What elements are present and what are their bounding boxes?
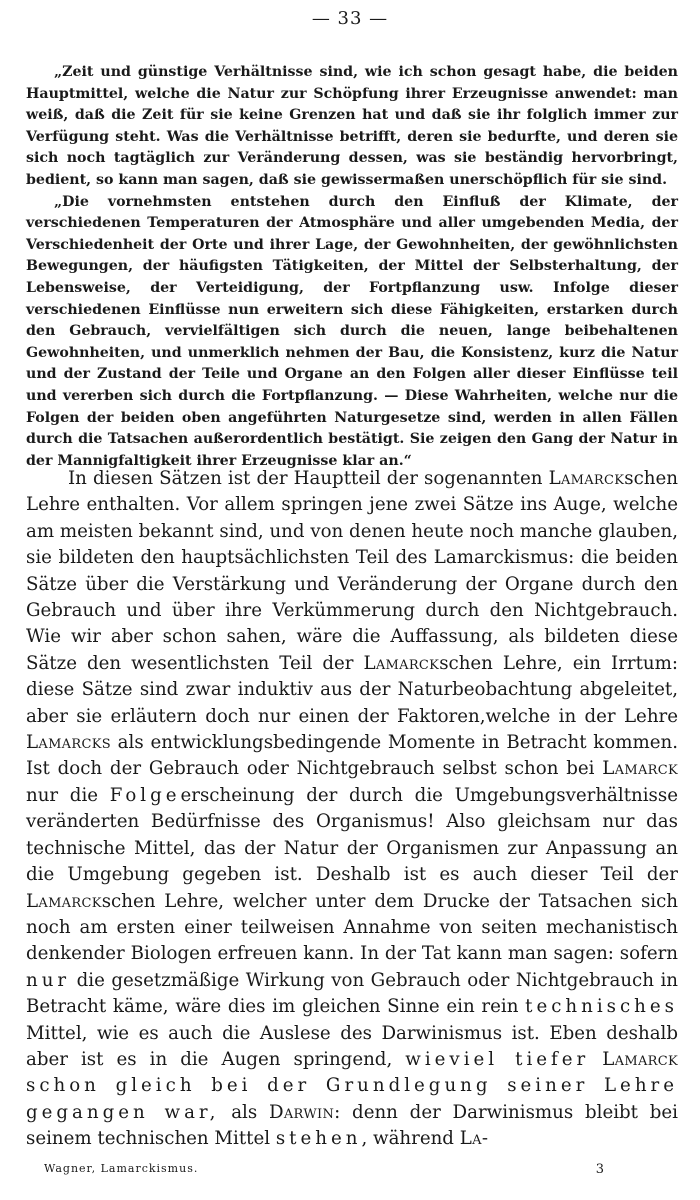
sheet-number: 3	[595, 1162, 604, 1177]
main-paragraph	[26, 466, 678, 1153]
quote-paragraph-1: „Zeit und günstige Verhältnisse sind, wie ich schon gesagt habe, die beiden Hauptmittel, welche die Natur zur Schöpfung ihrer Erzeugnisse anwendet: man weiß, daß die Zeit für sie keine Grenzen hat und daß sie ihr folglich immer zur Verfügung steht. Was die Verhältnisse betrifft, deren sie bedurfte, und deren sie sich noch tagtäglich zur Veränderung dessen, was sie beständig hervorbringt, bedient, so kann man sagen, daß sie gewissermaßen unerschöpflich für sie sind.	[26, 64, 678, 188]
text-run: schen Lehre, ein Irrtum: diese Sätze sind zwar induktiv aus der Naturbeobachtung abgeleitet, aber sie erläutern doch nur einen der Faktoren,welche in der Lehre	[26, 652, 678, 727]
author-name: Lamarck	[363, 652, 440, 674]
author-name: Lamarck	[602, 758, 678, 780]
text-run: die gesetzmäßige Wirkung von Gebrauch oder Nichtgebrauch in Betracht käme, wäre dies im gleichen Sinne ein rein	[26, 969, 678, 1018]
author-name: Lamarcks	[26, 732, 111, 754]
text-run: nur die	[26, 784, 110, 806]
page-footer	[26, 1162, 674, 1177]
author-name: Lamarck	[602, 1048, 678, 1070]
emphasis-spaced: wieviel tiefer	[405, 1048, 590, 1070]
text-run: erscheinung der durch die Umgebungsverhältnisse veränderten Bedürfnisse des Organismus! Also gleichsam nur das technische Mittel, das der Natur der Organismen zur Anpassung an die Umgebung gegeben ist. Deshalb ist es auch dieser Teil der	[26, 784, 678, 886]
text-run: In diesen Sätzen ist der Hauptteil der sogenannten	[68, 468, 549, 489]
emphasis-spaced: schon gleich bei der Grundlegung seiner Lehre gegangen war,	[26, 1075, 678, 1123]
author-name: La-	[459, 1128, 489, 1150]
text-run: Mittel, wie es auch die Auslese des Darwinismus ist. Eben deshalb aber ist es in die Augen springend,	[26, 1022, 678, 1070]
text-run	[589, 1049, 602, 1070]
text-run: schen Lehre, welcher unter dem Drucke der Tatsachen sich noch am ersten einer teilweisen Annahme von seiten mechanistisch denkender Biologen erfreuen kann. In der Tat kann man sagen: sofern	[26, 890, 678, 965]
text-run: als entwicklungsbedingende Momente in Betracht kommen. Ist doch der Gebrauch oder Nichtgebrauch selbst schon bei	[26, 732, 678, 780]
text-run: , während	[361, 1128, 460, 1150]
quote-block	[26, 62, 678, 472]
emphasis-spaced: technisches	[525, 996, 678, 1018]
author-name: Lamarck	[548, 468, 625, 489]
emphasis-spaced: nur	[26, 969, 71, 991]
text-run: als	[219, 1101, 269, 1123]
page-number: — 33 —	[311, 8, 389, 29]
author-name: Darwin	[268, 1101, 335, 1123]
text-run: : denn der Darwinismus bleibt bei seinem technischen Mittel	[26, 1101, 679, 1150]
quote-paragraph-2: „Die vornehmsten entstehen durch den Einfluß der Klimate, der verschiedenen Temperaturen der Atmosphäre und aller umgebenden Media, der Verschiedenheit der Orte und ihrer Lage, der Gewohnheiten, der gewöhnlichsten Bewegungen, der häufigsten Tätigkeiten, der Mittel der Selbsterhaltung, der Lebensweise, der Verteidigung, der Fortpflanzung usw. Infolge dieser verschiedenen Einflüsse nun erweitern sich diese Fähigkeiten, erstarken durch den Gebrauch, vervielfältigen sich durch die neuen, lange beibehaltenen Gewohnheiten, und unmerklich nehmen der Bau, die Konsistenz, kurz die Natur und der Zustand der Teile und Organe an den Folgen aller dieser Einflüsse teil und vererben sich durch die Fortpflanzung. — Diese Wahrheiten, welche nur die Folgen der beiden oben angeführten Naturgesetze sind, werden in allen Fällen durch die Tatsachen außerordentlich bestätigt. Sie zeigen den Gang der Natur in der Mannigfaltigkeit ihrer Erzeugnisse klar an.“	[26, 193, 678, 469]
text-run: schen Lehre enthalten. Vor allem springen jene zwei Sätze ins Auge, welche am meisten bekannt sind, und von denen heute noch manche glauben, sie bildeten den hauptsächlichsten Teil des Lamarckismus: die beiden Sätze über die Verstärkung und Veränderung der Organe durch den Gebrauch und über ihre Verkümmerung durch den Nichtgebrauch. Wie wir aber schon sahen, wäre die Auffassung, als bildeten diese Sätze den wesentlichsten Teil der	[26, 468, 678, 674]
main-text	[26, 466, 678, 1153]
emphasis-spaced: stehen	[275, 1128, 362, 1150]
author-name: Lamarck	[26, 890, 102, 912]
emphasis-spaced: Folge	[109, 784, 181, 806]
signature-mark: Wagner, Lamarckismus.	[44, 1162, 199, 1175]
